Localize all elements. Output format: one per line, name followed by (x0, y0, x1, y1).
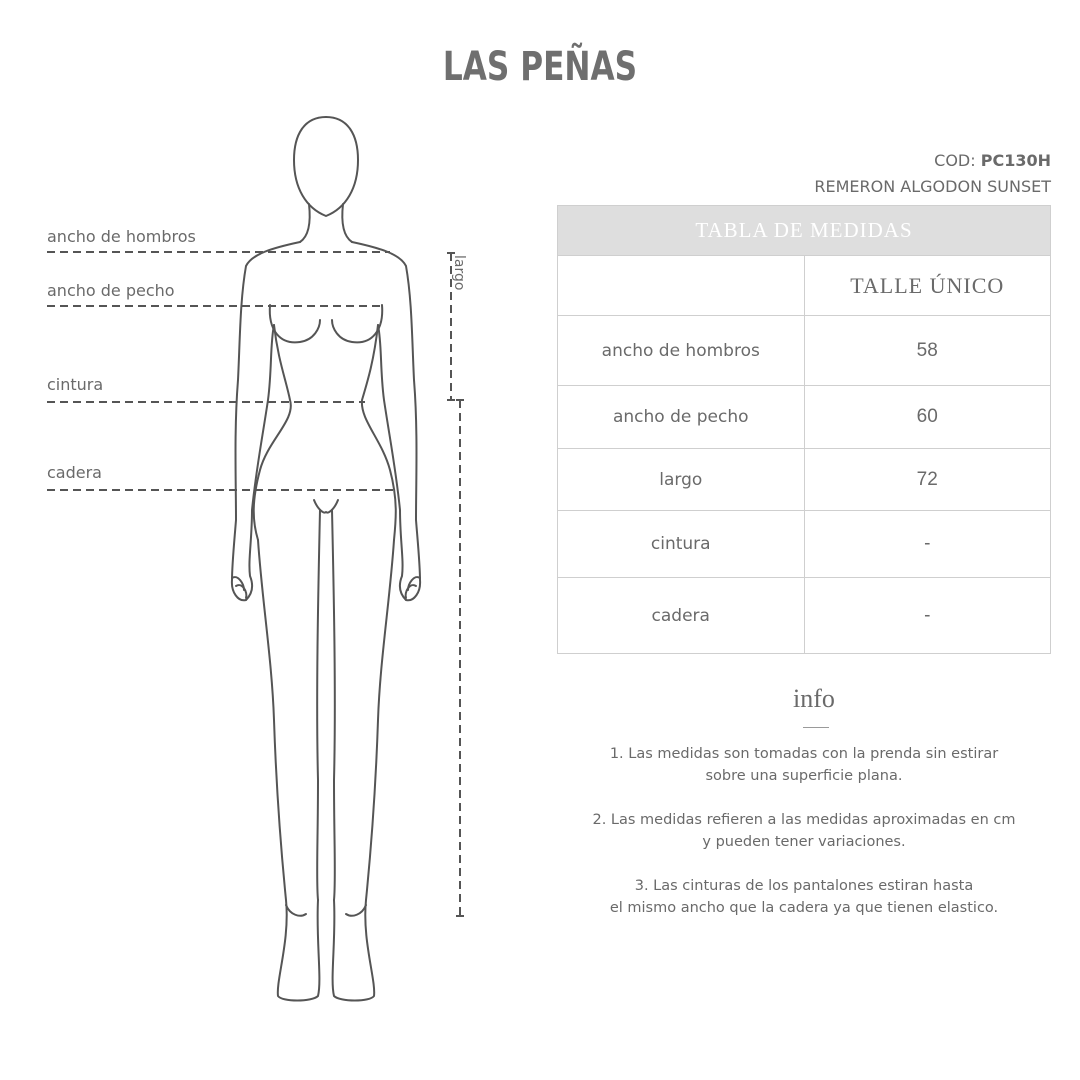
row-value: 58 (804, 316, 1051, 386)
table-row (558, 449, 1051, 511)
info-note-line: 2. Las medidas refieren a las medidas aproximadas en cm (592, 812, 1016, 828)
product-code (934, 151, 1051, 170)
row-value: 60 (804, 386, 1051, 449)
size-table-title: TABLA DE MEDIDAS (558, 206, 1051, 256)
row-label: ancho de hombros (558, 316, 805, 386)
label-waist: cintura (47, 375, 104, 394)
row-value: 72 (804, 449, 1051, 511)
row-label: cintura (558, 511, 805, 578)
row-label: ancho de pecho (558, 386, 805, 449)
row-value: - (804, 578, 1051, 654)
label-hips: cadera (47, 463, 102, 482)
product-name: REMERON ALGODON SUNSET (814, 177, 1051, 196)
label-chest-width: ancho de pecho (47, 281, 175, 300)
info-note-line: 3. Las cinturas de los pantalones estiran hasta (634, 878, 974, 894)
info-note-line: el mismo ancho que la cadera ya que tienen elastico. (609, 900, 999, 916)
table-row (558, 316, 1051, 386)
label-shoulder-width: ancho de hombros (47, 227, 196, 246)
table-row (558, 511, 1051, 578)
product-code-prefix: COD: (934, 151, 976, 170)
row-value: - (804, 511, 1051, 578)
label-length: largo (451, 255, 467, 291)
table-row (558, 386, 1051, 449)
info-note-2 (560, 809, 1048, 853)
info-note-3 (560, 875, 1048, 919)
size-table-column-header: TALLE ÚNICO (804, 256, 1051, 316)
info-divider (803, 727, 829, 728)
info-note-line: sobre una superficie plana. (705, 768, 903, 784)
table-row (558, 578, 1051, 654)
info-note-line: 1. Las medidas son tomadas con la prenda sin estirar (609, 746, 999, 762)
size-table-header-row (558, 206, 1051, 256)
info-title: info (793, 684, 835, 713)
row-label: largo (558, 449, 805, 511)
brand-logo: LAS PEÑAS (442, 44, 638, 90)
size-table (557, 205, 1051, 654)
size-table-column-row (558, 256, 1051, 316)
row-label: cadera (558, 578, 805, 654)
info-note-1 (560, 743, 1048, 787)
product-code-value: PC130H (980, 151, 1051, 170)
size-table-corner-cell (558, 256, 805, 316)
info-note-line: y pueden tener variaciones. (702, 834, 906, 850)
